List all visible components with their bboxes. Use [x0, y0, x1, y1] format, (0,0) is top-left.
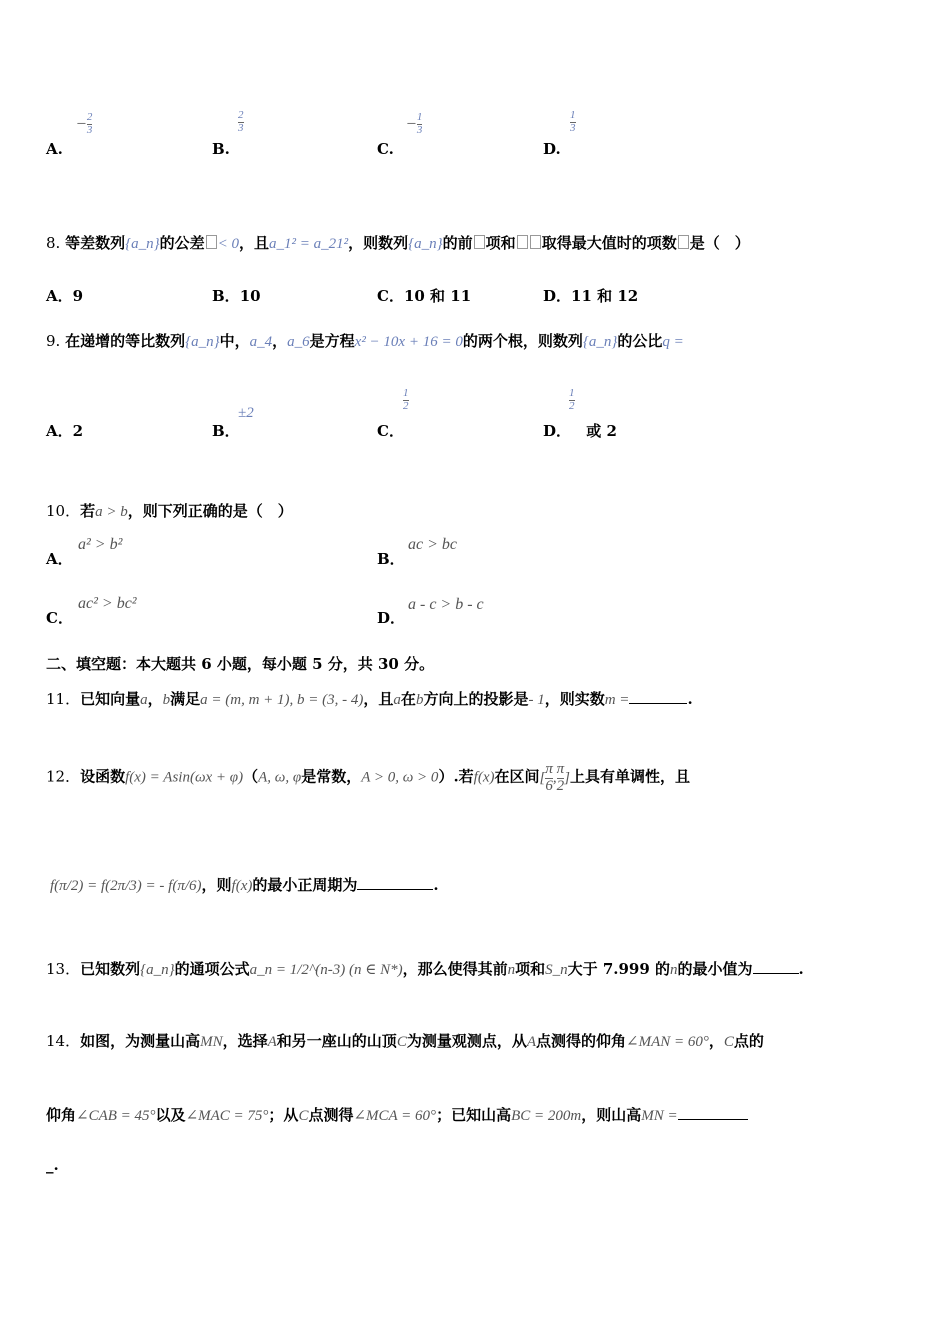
q10-option-a-math: a² > b² [78, 536, 123, 553]
denominator: 2 [556, 777, 565, 794]
text: 是（ ） [689, 234, 750, 252]
math: ∠MCA = 60° [353, 1108, 437, 1124]
text: 取得最大值时的项数 [541, 234, 677, 252]
text: 的最小正周期为 [252, 876, 358, 894]
q9-option-d[interactable] [543, 420, 617, 441]
q10-option-b[interactable] [377, 548, 405, 569]
q7-option-b-math [238, 110, 244, 134]
numerator: 1 [416, 111, 423, 123]
option-label: B． [212, 287, 240, 305]
q10-option-a[interactable] [46, 548, 73, 569]
q7-option-c[interactable] [377, 140, 394, 158]
math: A [267, 1034, 277, 1050]
interval: [ $\frac{\pi}{6}$ , $\frac{\pi}{2}$ ] [539, 761, 570, 794]
text: 仰角 [46, 1106, 77, 1124]
q8-option-b[interactable] [212, 285, 261, 306]
math: ∠MAN = 60° [626, 1034, 709, 1050]
text: 的两个根，则数列 [462, 332, 583, 350]
text: 在 [400, 690, 416, 708]
option-label: C． [377, 287, 404, 305]
math: x² − 10x + 16 = 0 [354, 334, 463, 350]
text: 是方程 [309, 332, 355, 350]
option-label: A． [46, 550, 73, 568]
text: 在递增的等比数列 [65, 332, 186, 350]
q7-option-a[interactable] [46, 140, 63, 158]
text: ；从 [268, 1106, 299, 1124]
numerator: 2 [86, 111, 93, 123]
question-number: 10． [46, 502, 81, 520]
numerator: π [556, 761, 565, 777]
q7-option-a-math [76, 112, 92, 136]
math: a > b [95, 504, 128, 520]
math: A, ω, φ [258, 769, 302, 786]
math: a_4 [249, 334, 273, 350]
q9-option-d-fraction [569, 388, 575, 412]
q10-option-c[interactable] [46, 607, 73, 628]
text: 的前 [442, 234, 473, 252]
math: f(x) [231, 878, 253, 894]
equation: f(π/2) = f(2π/3) = - f(π/6) [50, 878, 202, 894]
text: 已知向量 [80, 690, 141, 708]
placeholder-box [678, 235, 689, 249]
option-label: A． [46, 287, 73, 305]
text: 若 [80, 502, 96, 520]
question-13 [46, 958, 804, 979]
question-12 [46, 762, 690, 795]
question-number: 9. [46, 332, 61, 350]
math: - 1 [528, 692, 545, 708]
q9-option-c[interactable] [377, 420, 404, 441]
math: {a_n} [185, 334, 220, 350]
question-number: 12． [46, 767, 81, 786]
text: 为测量观测点，从 [406, 1032, 527, 1050]
q9-option-b-math: ±2 [238, 405, 254, 421]
q7-option-d[interactable] [543, 140, 561, 158]
denominator: 3 [86, 123, 93, 136]
math: A [526, 1034, 537, 1050]
option-text: 10 [239, 287, 261, 305]
q7-option-b[interactable] [212, 140, 230, 158]
option-label: D． [377, 609, 406, 627]
math: {a_n} [408, 236, 443, 252]
placeholder-box [530, 235, 541, 249]
text: ）.若 [438, 767, 474, 786]
text: 满足 [170, 690, 201, 708]
text: 等差数列 [65, 234, 126, 252]
text: 和另一座山的山顶 [276, 1032, 397, 1050]
q10-option-d[interactable] [377, 607, 405, 628]
q9-option-b[interactable] [212, 420, 240, 441]
question-number: 8. [46, 234, 61, 252]
text: ， [272, 332, 288, 350]
q7-option-c-math [406, 112, 422, 136]
math: a_6 [287, 334, 310, 350]
placeholder-box [517, 235, 528, 249]
text: 点的 [733, 1032, 764, 1050]
math: f(x) [473, 769, 495, 786]
denominator: 3 [238, 121, 244, 134]
placeholder-box [206, 235, 217, 249]
math: MN = [641, 1108, 678, 1124]
text: ，则实数 [544, 690, 605, 708]
text: . [433, 876, 439, 894]
question-number: 14． [46, 1032, 81, 1050]
math: ∠MAC = 75° [185, 1108, 269, 1124]
question-14-line2 [46, 1104, 748, 1125]
text: 在区间 [494, 767, 540, 786]
question-12-line2 [50, 874, 439, 895]
option-label: D． [543, 422, 572, 440]
math: MN [200, 1034, 223, 1050]
text: ，则山高 [581, 1106, 642, 1124]
math: a_1² = a_21² [269, 236, 349, 252]
text: ，且 [363, 690, 394, 708]
option-label: C． [377, 422, 404, 440]
question-14-end: _. [46, 1156, 59, 1174]
option-text: 或 2 [586, 422, 617, 440]
text: 的最小值为 [677, 960, 753, 978]
placeholder-box [474, 235, 485, 249]
text: ，选择 [222, 1032, 268, 1050]
text: ，那么使得其前 [402, 960, 508, 978]
text: ，且 [239, 234, 270, 252]
option-label: B． [377, 550, 405, 568]
text: ， [147, 690, 163, 708]
denominator: 3 [416, 123, 423, 136]
answer-blank[interactable] [678, 1119, 748, 1120]
text: 上具有单调性，且 [569, 767, 690, 786]
question-11 [46, 688, 693, 709]
text: 是常数， [301, 767, 362, 786]
text: 的通项公式 [174, 960, 250, 978]
text: （ [243, 767, 259, 786]
answer-blank[interactable] [753, 973, 799, 974]
text: ，则下列正确的是（ ） [127, 502, 293, 520]
math: {a_n} [582, 334, 618, 350]
text: 点测得 [308, 1106, 354, 1124]
text: 的公差 [159, 234, 205, 252]
math: C [723, 1034, 734, 1050]
option-text: 11 和 12 [571, 287, 639, 305]
text: 的公比 [617, 332, 663, 350]
option-label: A. [46, 140, 63, 158]
text: 中， [219, 332, 250, 350]
math: a = (m, m + 1), b = (3, - 4) [200, 692, 364, 708]
q10-option-d-math: a - c > b - c [408, 596, 484, 613]
math: ∠CAB = 45° [76, 1108, 156, 1124]
option-label: D. [543, 140, 561, 158]
text: 已知数列 [80, 960, 141, 978]
text: . [798, 960, 804, 978]
numerator: 2 [238, 109, 244, 121]
math: b [415, 692, 424, 708]
sign: − [76, 116, 87, 132]
q8-option-a[interactable] [46, 285, 83, 306]
answer-blank[interactable] [629, 703, 687, 704]
denominator: 6 [545, 777, 553, 794]
option-label: A． [46, 422, 73, 440]
math: A > 0, ω > 0 [361, 769, 439, 786]
q8-option-d[interactable] [543, 285, 638, 306]
question-9 [46, 330, 684, 351]
text: 点测得的仰角 [536, 1032, 627, 1050]
math: b [162, 692, 171, 708]
option-label: D． [543, 287, 572, 305]
q9-option-c-fraction [403, 388, 409, 412]
numerator: 1 [403, 387, 409, 399]
text: 项和 [515, 960, 546, 978]
math: C [396, 1034, 407, 1050]
math: a [140, 692, 148, 708]
question-8 [46, 232, 750, 253]
option-text: 9 [72, 287, 84, 305]
text: 如图，为测量山高 [80, 1032, 201, 1050]
option-label: C． [46, 609, 73, 627]
text: 大于 7.999 的 [567, 960, 671, 978]
q10-option-b-math: ac > bc [408, 536, 457, 553]
text: ；已知山高 [436, 1106, 512, 1124]
question-number: 11． [46, 690, 81, 708]
math: C [298, 1108, 309, 1124]
option-text: 2 [72, 422, 84, 440]
answer-blank[interactable] [357, 889, 433, 890]
sign: − [406, 116, 417, 132]
numerator: π [545, 761, 553, 777]
math: a_n = 1/2^(n-3) (n ∈ N*) [249, 962, 403, 978]
math: q = [662, 334, 684, 350]
text: 方向上的投影是 [423, 690, 529, 708]
math: S_n [545, 962, 568, 978]
math: n [670, 962, 678, 978]
denominator: 2 [403, 399, 409, 412]
option-text: 10 和 11 [403, 287, 472, 305]
question-number: 13． [46, 960, 81, 978]
numerator: 1 [569, 387, 575, 399]
denominator: 3 [570, 121, 576, 134]
math: BC = 200m [511, 1108, 582, 1124]
math: n [507, 962, 516, 978]
math: < 0 [217, 236, 239, 252]
question-10 [46, 500, 293, 521]
q8-option-c[interactable] [377, 285, 471, 306]
text: ，则 [201, 876, 232, 894]
option-label: C. [377, 140, 394, 158]
math: m = [604, 692, 630, 708]
math: f(x) = Asin(ωx + φ) [125, 769, 244, 786]
text: 以及 [155, 1106, 186, 1124]
text: ，则数列 [348, 234, 409, 252]
math: {a_n} [140, 962, 175, 978]
text: ， [708, 1032, 724, 1050]
text: 项和 [485, 234, 516, 252]
option-label: B. [212, 140, 230, 158]
numerator: 1 [570, 109, 576, 121]
q10-option-c-math: ac² > bc² [78, 595, 137, 612]
math: a [393, 692, 401, 708]
math: {a_n} [125, 236, 160, 252]
q9-option-a[interactable] [46, 420, 83, 441]
denominator: 2 [569, 399, 575, 412]
text: . [687, 690, 693, 708]
q7-option-d-math [570, 110, 576, 134]
section-heading: 二、填空题：本大题共 6 小题，每小题 5 分，共 30 分。 [46, 655, 435, 673]
option-label: B． [212, 422, 240, 440]
question-14 [46, 1030, 764, 1051]
text: 设函数 [80, 767, 126, 786]
